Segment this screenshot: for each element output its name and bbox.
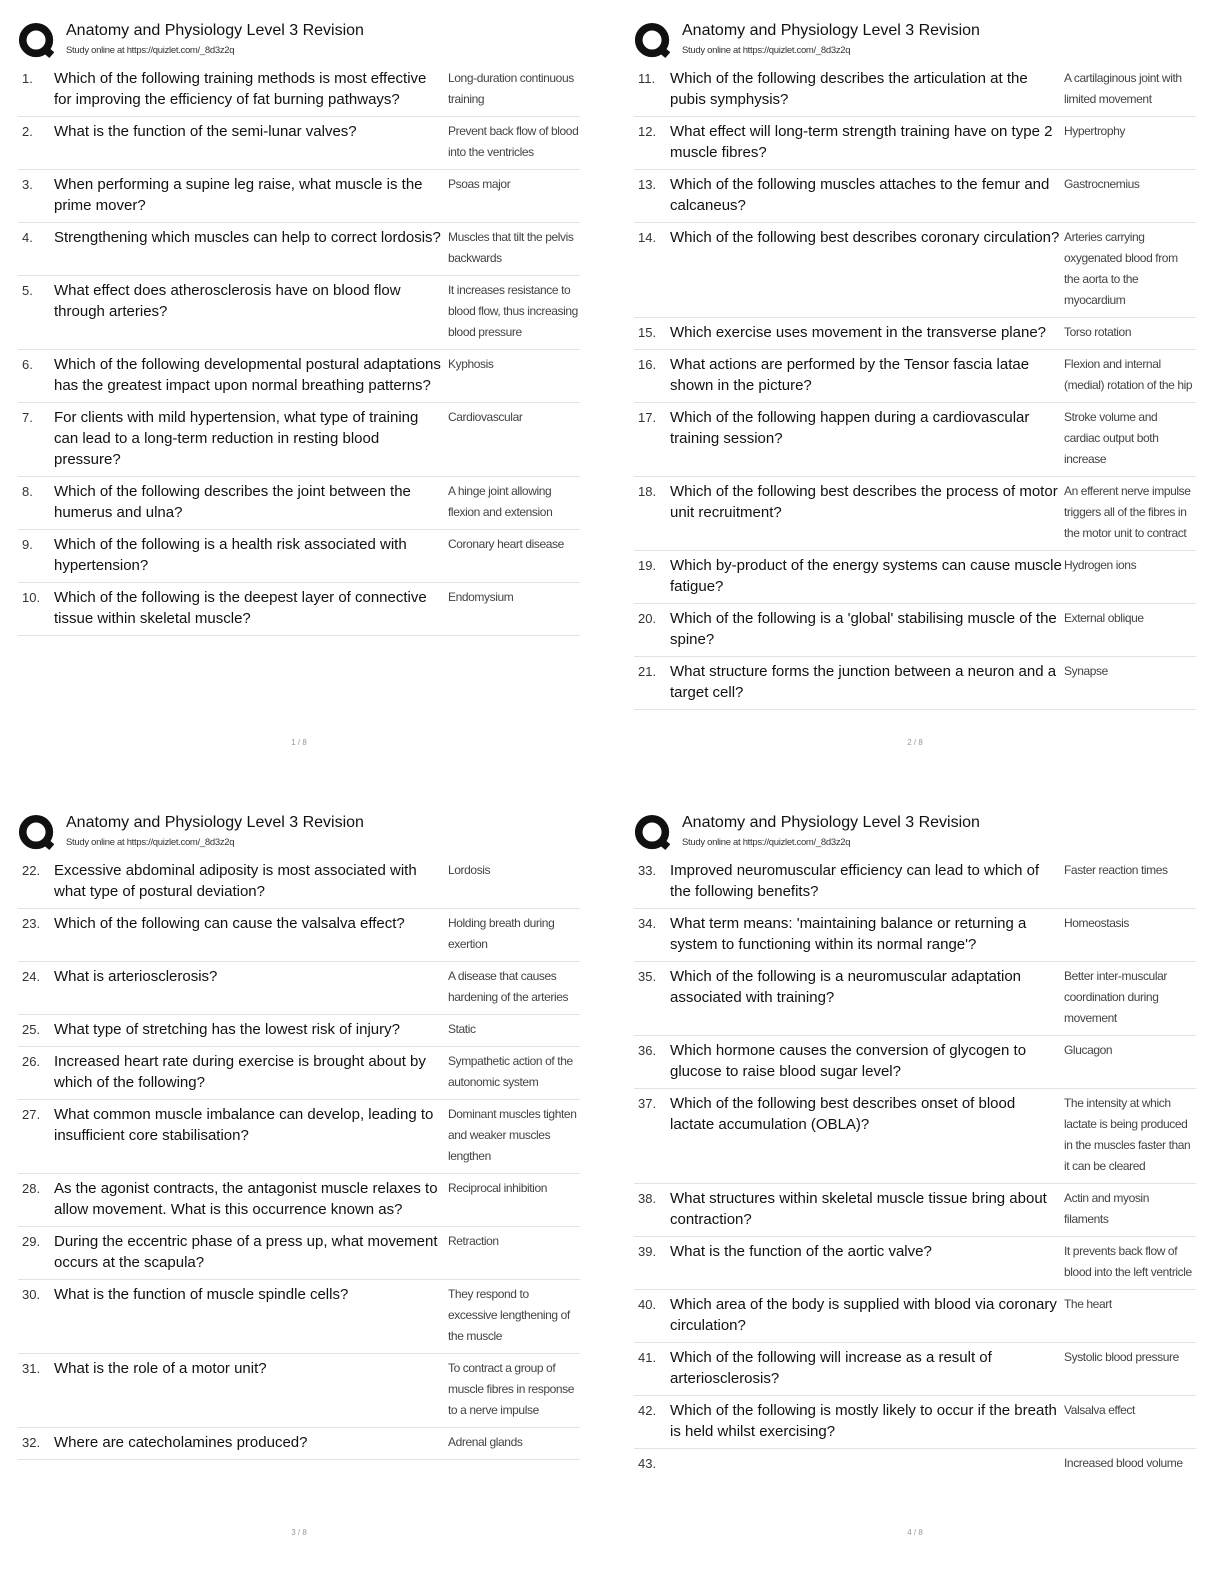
list-item <box>18 1428 580 1460</box>
answer-text: Long-duration continuous training <box>448 71 574 106</box>
answer-text: Psoas major <box>448 177 511 191</box>
item-number: 42. <box>638 1403 657 1418</box>
list-item <box>18 403 580 477</box>
answer-text: Hydrogen ions <box>1064 558 1137 572</box>
item-number: 26. <box>22 1054 41 1069</box>
list-item <box>18 1354 580 1428</box>
item-number: 33. <box>638 863 657 878</box>
answer-text: Synapse <box>1064 664 1108 678</box>
question-text: Strengthening which muscles can help to correct lordosis? <box>54 229 441 246</box>
item-number: 13. <box>638 177 657 192</box>
question-text: For clients with mild hypertension, what type of training can lead to a long-term reduction in resting blood pressure? <box>54 409 419 468</box>
list-item <box>18 1015 580 1047</box>
answer-text: The heart <box>1064 1297 1112 1311</box>
doc-title: Anatomy and Physiology Level 3 Revision <box>66 814 364 831</box>
list-item <box>18 1280 580 1354</box>
question-text: Which of the following is a 'global' stabilising muscle of the spine? <box>670 610 1057 648</box>
answer-text: They respond to excessive lengthening of the muscle <box>448 1287 570 1343</box>
item-number: 11. <box>638 71 656 86</box>
question-text: What is the function of the semi-lunar valves? <box>54 123 357 140</box>
item-number: 43. <box>638 1456 657 1471</box>
item-number: 5. <box>22 283 33 298</box>
question-text <box>670 1453 1062 1474</box>
item-number: 20. <box>638 611 657 626</box>
answer-text: Endomysium <box>448 590 514 604</box>
question-text: Which of the following developmental postural adaptations has the greatest impact upon normal breathing patterns? <box>54 356 441 394</box>
answer-text: Hypertrophy <box>1064 124 1125 138</box>
list-item <box>18 530 580 583</box>
list-item <box>634 856 1196 909</box>
answer-text: Prevent back flow of blood into the ventricles <box>448 124 579 159</box>
question-text: What is the function of muscle spindle cells? <box>54 1286 349 1303</box>
list-item <box>634 403 1196 477</box>
item-number: 18. <box>638 484 657 499</box>
item-number: 38. <box>638 1191 657 1206</box>
item-number: 27. <box>22 1107 41 1122</box>
answer-text: Better inter-muscular coordination during movement <box>1064 969 1167 1025</box>
question-text: What term means: 'maintaining balance or returning a system to functioning within its normal range'? <box>670 915 1027 953</box>
item-number: 4. <box>22 230 33 245</box>
question-text: What structure forms the junction between a neuron and a target cell? <box>670 663 1057 701</box>
flashcard-list <box>18 856 580 1460</box>
answer-text: Glucagon <box>1064 1043 1113 1057</box>
answer-text: It increases resistance to blood flow, thus increasing blood pressure <box>448 283 578 339</box>
item-number: 23. <box>22 916 41 931</box>
page-4 <box>634 810 1196 1537</box>
answer-text: Homeostasis <box>1064 916 1129 930</box>
list-item <box>18 1047 580 1100</box>
item-number: 7. <box>22 410 33 425</box>
list-item <box>634 350 1196 403</box>
item-number: 3. <box>22 177 33 192</box>
answer-text: Cardiovascular <box>448 410 523 424</box>
list-item <box>634 604 1196 657</box>
question-text: Which of the following is a neuromuscular adaptation associated with training? <box>670 968 1022 1006</box>
question-text: What effect does atherosclerosis have on blood flow through arteries? <box>54 282 401 320</box>
item-number: 30. <box>22 1287 41 1302</box>
answer-text: Kyphosis <box>448 357 494 371</box>
list-item <box>18 583 580 636</box>
answer-text: Adrenal glands <box>448 1435 523 1449</box>
list-item <box>18 170 580 223</box>
item-number: 34. <box>638 916 657 931</box>
list-item <box>18 1174 580 1227</box>
item-number: 41. <box>638 1350 657 1365</box>
item-number: 32. <box>22 1435 41 1450</box>
list-item <box>634 657 1196 710</box>
question-text: Excessive abdominal adiposity is most associated with what type of postural deviation? <box>54 862 417 900</box>
question-text: What type of stretching has the lowest risk of injury? <box>54 1021 400 1038</box>
list-item <box>634 551 1196 604</box>
question-text: Which hormone causes the conversion of glycogen to glucose to raise blood sugar level? <box>670 1042 1027 1080</box>
question-text: During the eccentric phase of a press up, what movement occurs at the scapula? <box>54 1233 438 1271</box>
question-text: Which of the following is the deepest layer of connective tissue within skeletal muscle? <box>54 589 427 627</box>
item-number: 31. <box>22 1361 41 1376</box>
question-text: Which of the following is a health risk associated with hypertension? <box>54 536 407 574</box>
answer-text: External oblique <box>1064 611 1144 625</box>
page-header <box>18 810 580 854</box>
answer-text: A cartilaginous joint with limited movement <box>1064 71 1182 106</box>
list-item <box>634 318 1196 350</box>
list-item <box>18 223 580 276</box>
list-item <box>634 1449 1196 1480</box>
question-text: Which by-product of the energy systems can cause muscle fatigue? <box>670 557 1062 595</box>
list-item <box>634 1396 1196 1449</box>
answer-text: Lordosis <box>448 863 491 877</box>
answer-text: The intensity at which lactate is being produced in the muscles faster than it can be cleared <box>1064 1096 1191 1173</box>
answer-text: Coronary heart disease <box>448 537 564 551</box>
item-number: 35. <box>638 969 657 984</box>
item-number: 28. <box>22 1181 41 1196</box>
page-number: 4 / 8 <box>907 1528 923 1537</box>
page-3 <box>18 810 580 1537</box>
flashcard-list <box>634 64 1196 710</box>
flashcard-list <box>18 64 580 636</box>
list-item <box>18 1227 580 1280</box>
item-number: 15. <box>638 325 657 340</box>
item-number: 29. <box>22 1234 41 1249</box>
answer-text: Static <box>448 1022 476 1036</box>
item-number: 37. <box>638 1096 657 1111</box>
item-number: 9. <box>22 537 33 552</box>
question-text: Which of the following can cause the valsalva effect? <box>54 915 405 932</box>
item-number: 8. <box>22 484 33 499</box>
question-text: Which of the following muscles attaches to the femur and calcaneus? <box>670 176 1050 214</box>
question-text: Which of the following best describes onset of blood lactate accumulation (OBLA)? <box>670 1095 1016 1133</box>
list-item <box>634 1343 1196 1396</box>
answer-text: Valsalva effect <box>1064 1403 1135 1417</box>
answer-text: Systolic blood pressure <box>1064 1350 1179 1364</box>
question-text: Increased heart rate during exercise is brought about by which of the following? <box>54 1053 426 1091</box>
question-text: Which of the following best describes the process of motor unit recruitment? <box>670 483 1058 521</box>
flashcard-list <box>634 856 1196 1480</box>
item-number: 36. <box>638 1043 657 1058</box>
answer-text: Reciprocal inhibition <box>448 1181 547 1195</box>
question-text: Which of the following is mostly likely to occur if the breath is held whilst exercising? <box>670 1402 1057 1440</box>
page-header <box>18 18 580 62</box>
answer-text: Holding breath during exertion <box>448 916 555 951</box>
question-text: What is the role of a motor unit? <box>54 1360 267 1377</box>
list-item <box>18 276 580 350</box>
item-number: 17. <box>638 410 657 425</box>
item-number: 14. <box>638 230 657 245</box>
answer-text: Actin and myosin filaments <box>1064 1191 1149 1226</box>
item-number: 40. <box>638 1297 657 1312</box>
question-text: What actions are performed by the Tensor fascia latae shown in the picture? <box>670 356 1030 394</box>
page-2 <box>634 18 1196 747</box>
answer-text: Muscles that tilt the pelvis backwards <box>448 230 574 265</box>
answer-text: Torso rotation <box>1064 325 1132 339</box>
question-text: When performing a supine leg raise, what muscle is the prime mover? <box>54 176 423 214</box>
doc-url[interactable]: Study online at https://quizlet.com/_8d3z2q <box>66 837 235 848</box>
list-item <box>18 962 580 1015</box>
doc-url[interactable]: Study online at https://quizlet.com/_8d3z2q <box>66 45 235 56</box>
doc-title: Anatomy and Physiology Level 3 Revision <box>66 22 364 39</box>
list-item <box>634 909 1196 962</box>
list-item <box>18 64 580 117</box>
list-item <box>18 909 580 962</box>
item-number: 2. <box>22 124 33 139</box>
quizlet-q-icon <box>18 22 56 60</box>
list-item <box>18 1100 580 1174</box>
list-item <box>634 1290 1196 1343</box>
question-text: Which of the following best describes coronary circulation? <box>670 229 1060 246</box>
doc-title: Anatomy and Physiology Level 3 Revision <box>682 22 980 39</box>
answer-text: It prevents back flow of blood into the left ventricle <box>1064 1244 1192 1279</box>
quizlet-q-icon <box>634 814 672 852</box>
list-item <box>18 350 580 403</box>
item-number: 19. <box>638 558 657 573</box>
question-text: Which area of the body is supplied with blood via coronary circulation? <box>670 1296 1057 1334</box>
item-number: 22. <box>22 863 41 878</box>
list-item <box>634 170 1196 223</box>
question-text: What effect will long-term strength training have on type 2 muscle fibres? <box>670 123 1053 161</box>
answer-text: To contract a group of muscle fibres in response to a nerve impulse <box>448 1361 575 1417</box>
item-number: 25. <box>22 1022 41 1037</box>
item-number: 39. <box>638 1244 657 1259</box>
answer-text: Faster reaction times <box>1064 863 1168 877</box>
question-text: Which of the following happen during a cardiovascular training session? <box>670 409 1030 447</box>
question-text: Which of the following describes the articulation at the pubis symphysis? <box>670 70 1028 108</box>
item-number: 1. <box>22 71 33 86</box>
quizlet-q-icon <box>18 814 56 852</box>
list-item <box>634 1237 1196 1290</box>
page-1 <box>18 18 580 747</box>
answer-text: Stroke volume and cardiac output both increase <box>1064 410 1159 466</box>
answer-text: Sympathetic action of the autonomic system <box>448 1054 573 1089</box>
question-text: What structures within skeletal muscle tissue bring about contraction? <box>670 1190 1047 1228</box>
item-number: 21. <box>638 664 657 679</box>
list-item <box>634 477 1196 551</box>
item-number: 6. <box>22 357 33 372</box>
list-item <box>18 856 580 909</box>
answer-text: Retraction <box>448 1234 499 1248</box>
item-number: 24. <box>22 969 41 984</box>
question-text: Improved neuromuscular efficiency can lead to which of the following benefits? <box>670 862 1040 900</box>
doc-title: Anatomy and Physiology Level 3 Revision <box>682 814 980 831</box>
list-item <box>634 64 1196 117</box>
question-text: Which of the following describes the joint between the humerus and ulna? <box>54 483 411 521</box>
answer-text: Increased blood volume <box>1064 1456 1183 1470</box>
answer-text: An efferent nerve impulse triggers all of the fibres in the motor unit to contract <box>1064 484 1191 540</box>
item-number: 10. <box>22 590 41 605</box>
question-text: Which exercise uses movement in the transverse plane? <box>670 324 1047 341</box>
answer-text: A hinge joint allowing flexion and extension <box>448 484 553 519</box>
list-item <box>634 1089 1196 1184</box>
list-item <box>18 477 580 530</box>
item-number: 16. <box>638 357 657 372</box>
question-text: What is the function of the aortic valve? <box>670 1243 932 1260</box>
doc-url[interactable]: Study online at https://quizlet.com/_8d3z2q <box>682 45 851 56</box>
question-text: What is arteriosclerosis? <box>54 968 218 985</box>
question-text: What common muscle imbalance can develop, leading to insufficient core stabilisation? <box>54 1106 434 1144</box>
item-number: 12. <box>638 124 657 139</box>
answer-text: Flexion and internal (medial) rotation of the hip <box>1064 357 1193 392</box>
answer-text: Dominant muscles tighten and weaker muscles lengthen <box>448 1107 577 1163</box>
page-number: 2 / 8 <box>907 738 923 747</box>
page-number: 3 / 8 <box>291 1528 307 1537</box>
quizlet-q-icon <box>634 22 672 60</box>
question-text: Which of the following training methods is most effective for improving the efficiency of fat burning pathways? <box>54 70 427 108</box>
answer-text: A disease that causes hardening of the arteries <box>448 969 569 1004</box>
question-text: Which of the following will increase as a result of arteriosclerosis? <box>670 1349 992 1387</box>
list-item <box>634 1036 1196 1089</box>
list-item <box>634 117 1196 170</box>
question-text: Where are catecholamines produced? <box>54 1434 308 1451</box>
answer-text: Gastrocnemius <box>1064 177 1140 191</box>
page-number: 1 / 8 <box>291 738 307 747</box>
list-item <box>18 117 580 170</box>
question-text: As the agonist contracts, the antagonist muscle relaxes to allow movement. What is this occurrence known as? <box>54 1180 438 1218</box>
list-item <box>634 1184 1196 1237</box>
list-item <box>634 962 1196 1036</box>
list-item <box>634 223 1196 318</box>
answer-text: Arteries carrying oxygenated blood from the aorta to the myocardium <box>1064 230 1178 307</box>
page-header <box>634 18 1196 62</box>
doc-url[interactable]: Study online at https://quizlet.com/_8d3z2q <box>682 837 851 848</box>
page-header <box>634 810 1196 854</box>
